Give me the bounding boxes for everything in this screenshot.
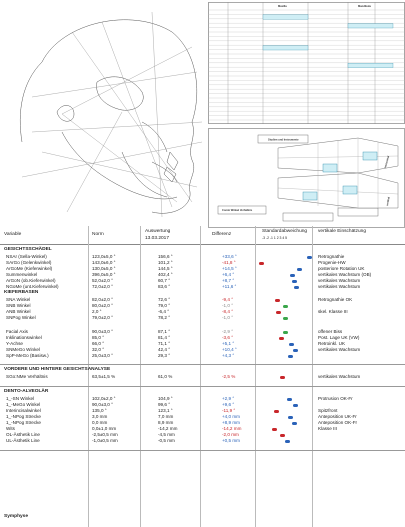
row-norm: 79,0±2,0 °: [92, 315, 113, 320]
row-variable: 1_-MeGo Winkel: [6, 402, 41, 407]
row-value: 60,7 °: [158, 278, 171, 283]
deviation-marker: [274, 410, 279, 413]
deviation-marker: [280, 376, 285, 379]
deviation-marker: [259, 262, 264, 265]
row-einschaetzung: vertikales Wachstum: [318, 284, 361, 289]
row-diff: -11,9 °: [222, 408, 236, 413]
deviation-marker: [285, 440, 290, 443]
deviation-marker: [283, 331, 288, 334]
row-variable: SNA Winkel: [6, 297, 31, 302]
row-norm: 63,5±1,5 %: [92, 374, 116, 379]
row-variable: NSAr (Sella-Winkel): [6, 254, 47, 259]
row-variable: 1_-NPog Strecke: [6, 414, 41, 419]
header-norm: Norm: [92, 232, 104, 237]
table-row: [0, 353, 405, 359]
table-row: [0, 315, 405, 321]
row-norm: 0,0 mm: [92, 420, 108, 425]
row-einschaetzung: vertikales Wachstum: [318, 347, 361, 352]
row-diff: +2,9 °: [222, 396, 235, 401]
row-diff: -2,0 mm: [222, 432, 239, 437]
row-einschaetzung: Retrognathie: [318, 254, 345, 259]
header-variable: Variable: [4, 232, 22, 237]
row-einschaetzung: skel. Klasse III: [318, 309, 348, 314]
row-value: 81,4 °: [158, 335, 171, 340]
row-diff: -3,6 °: [222, 335, 234, 340]
row-variable: SArGo (Gelenkwinkel): [6, 260, 52, 265]
deviation-marker: [294, 286, 299, 289]
row-variable: SNMeGo Winkel: [6, 347, 40, 352]
cephalometric-value-grid: [208, 2, 405, 124]
row-value: 72,6 °: [158, 297, 171, 302]
row-einschaetzung: Protrusion OK-Fr: [318, 396, 353, 401]
analysis-report: [0, 226, 405, 527]
wiggle-diagram: [208, 128, 405, 228]
row-einschaetzung: Klasse III: [318, 426, 337, 431]
row-value: 144,5 °: [158, 266, 173, 271]
row-norm: 72,0±2,0 °: [92, 284, 113, 289]
row-norm: -1,0±0,5 mm: [92, 438, 118, 443]
row-variable: ArGoMe (Kieferwinkel): [6, 266, 53, 271]
row-einschaetzung: vertikales Wachstum: [318, 278, 361, 283]
diagram-title: Studien und Instrumente: [268, 138, 299, 142]
section-title: VORDERE UND HINTERE GESICHTSANALYSE: [4, 367, 111, 372]
row-diff: +8,7 °: [222, 278, 235, 283]
deviation-marker: [293, 349, 298, 352]
deviation-marker: [288, 355, 293, 358]
row-variable: UL-Ästhetik Line: [6, 438, 40, 443]
row-variable: Interincisalwinkel: [6, 408, 41, 413]
row-variable: Summenwinkel: [6, 272, 38, 277]
row-norm: 82,0±2,0 °: [92, 297, 113, 302]
row-diff: -8,4 °: [222, 309, 234, 314]
row-value: 99,6 °: [158, 402, 171, 407]
deviation-marker: [307, 256, 312, 259]
row-diff: +14,5 °: [222, 266, 237, 271]
row-variable: ArGoN (ob.Kieferwinkel): [6, 278, 56, 283]
row-variable: OL-Ästhetik Line: [6, 432, 40, 437]
row-value: 78,2 °: [158, 315, 171, 320]
row-einschaetzung: posteriore Rotation UK: [318, 266, 365, 271]
row-norm: 52,0±2,0 °: [92, 278, 113, 283]
deviation-marker: [272, 428, 277, 431]
row-einschaetzung: vertikales Wachstum: [318, 374, 361, 379]
row-diff: +4,0 mm: [222, 414, 240, 419]
row-norm: 80,0±2,0 °: [92, 303, 113, 308]
row-diff: -2,5 %: [222, 374, 236, 379]
row-diff: -2,9 °: [222, 329, 234, 334]
row-value: 42,4 °: [158, 347, 171, 352]
row-diff: -14,2 mm: [222, 426, 242, 431]
deviation-marker: [297, 268, 302, 271]
row-diff: -41,8 °: [222, 260, 236, 265]
row-norm: -2,5±0,5 mm: [92, 432, 118, 437]
deviation-marker: [290, 274, 295, 277]
row-diff: +8,9 mm: [222, 420, 240, 425]
row-value: -4,5 mm: [158, 432, 175, 437]
row-einschaetzung: vertikales Wachstum (OB): [318, 272, 372, 277]
table-row: [0, 374, 405, 380]
deviation-marker: [289, 343, 294, 346]
deviation-marker: [283, 317, 288, 320]
row-diff: -1,0 °: [222, 315, 234, 320]
row-value: 156,6 °: [158, 254, 173, 259]
header-differenz: Differenz: [212, 232, 232, 237]
row-value: 7,0 mm: [158, 414, 174, 419]
row-norm: 3,0 mm: [92, 414, 108, 419]
row-norm: 90,0±3,0 °: [92, 329, 113, 334]
row-value: -0,5 mm: [158, 438, 175, 443]
row-value: 101,2 °: [158, 260, 173, 265]
row-variable: Inklinationswinkel: [6, 335, 42, 340]
row-diff: +4,3 °: [222, 353, 235, 358]
row-value: 8,9 mm: [158, 420, 174, 425]
deviation-marker: [283, 305, 288, 308]
row-norm: 135,0 °: [92, 408, 107, 413]
deviation-marker: [287, 398, 292, 401]
row-diff: +10,4 °: [222, 347, 237, 352]
row-variable: 1_-SN Winkel: [6, 396, 35, 401]
row-diff: +5,1 °: [222, 341, 235, 346]
row-variable: ANB Winkel: [6, 309, 31, 314]
row-value: 83,6 °: [158, 284, 171, 289]
row-variable: NGoMe (unt.Kieferwinkel): [6, 284, 59, 289]
row-diff: -1,0 °: [222, 303, 234, 308]
row-einschaetzung: Anteposition UK-Fr: [318, 414, 357, 419]
row-norm: 396,0±5,0 °: [92, 272, 116, 277]
row-norm: 123,0±5,0 °: [92, 254, 116, 259]
row-einschaetzung: Post. Lage UK (VW): [318, 335, 360, 340]
row-value: 402,4 °: [158, 272, 173, 277]
row-einschaetzung: Retrognathie OK: [318, 297, 353, 302]
report-header: [0, 226, 405, 245]
section-title: GESICHTSSCHÄDEL: [4, 247, 52, 252]
deviation-marker: [288, 416, 293, 419]
row-value: 104,9 °: [158, 396, 173, 401]
row-norm: 102,0±2,0 °: [92, 396, 116, 401]
row-diff: +6,4 °: [222, 272, 235, 277]
row-value: 71,1 °: [158, 341, 171, 346]
row-einschaetzung: Anteposition OK-Fr: [318, 420, 358, 425]
row-value: 123,1 °: [158, 408, 173, 413]
deviation-marker: [292, 422, 297, 425]
deviation-marker: [279, 337, 284, 340]
row-norm: 66,0 °: [92, 341, 105, 346]
row-norm: 25,0±3,0 °: [92, 353, 113, 358]
deviation-marker: [275, 299, 280, 302]
diagram-horizontal-label: horizontal: [384, 155, 391, 169]
deviation-marker: [293, 404, 298, 407]
deviation-marker: [276, 311, 281, 314]
row-einschaetzung: Retroinkl. UK: [318, 341, 346, 346]
header-date: 13.03.2017: [145, 236, 170, 241]
header-auswertung: Auswertung: [145, 229, 171, 234]
row-variable: SNPog Winkel: [6, 315, 36, 320]
grid-maxilla-label: Maxilla: [278, 5, 287, 8]
row-einschaetzung: offener Biss: [318, 329, 343, 334]
row-variable: Y-Achse: [6, 341, 23, 346]
grid-mandibula-label: Mandibula: [358, 5, 371, 8]
row-norm: 32,0 °: [92, 347, 105, 352]
row-variable: Facial Axis: [6, 329, 28, 334]
row-diff: +11,6 °: [222, 284, 237, 289]
row-diff: +33,6 °: [222, 254, 237, 259]
row-norm: 85,0 °: [92, 335, 105, 340]
row-norm: 90,0±3,0 °: [92, 402, 113, 407]
table-row: [0, 438, 405, 444]
row-norm: 130,0±5,0 °: [92, 266, 116, 271]
deviation-marker: [292, 280, 297, 283]
section-title: Symphyse: [4, 514, 28, 519]
section-title: KIEFERBASEN: [4, 290, 39, 295]
row-value: -14,2 mm: [158, 426, 178, 431]
deviation-marker: [280, 434, 285, 437]
row-value: 79,0 °: [158, 303, 171, 308]
header-einschaetzung: vertikale Einschätzung: [318, 229, 366, 234]
row-diff: +9,6 °: [222, 402, 235, 407]
row-variable: 1_-NPog Strecke: [6, 420, 41, 425]
row-norm: 143,0±6,0 °: [92, 260, 116, 265]
header-std-scale: -3 -2 -1 1 2 3 4 5: [262, 236, 288, 240]
row-norm: 0,0±1,0 mm: [92, 426, 117, 431]
row-einschaetzung: Progenie-HW: [318, 260, 346, 265]
row-norm: 2,0 °: [92, 309, 102, 314]
row-variable: Wits: [6, 426, 15, 431]
row-value: -6,4 °: [158, 309, 170, 314]
row-diff: +0,5 mm: [222, 438, 240, 443]
diagram-vertical-label: vertikal: [386, 196, 391, 207]
diagram-left-label: Comm Winkel Verhältnis: [222, 209, 253, 212]
row-variable: SGo:NMe Verhältnis: [6, 374, 48, 379]
header-standardabweichung: Standardabweichung: [262, 229, 308, 234]
row-variable: SpP-MeGo (Basisw.): [6, 353, 49, 358]
row-value: 61,0 %: [158, 374, 173, 379]
row-variable: SNB Winkel: [6, 303, 31, 308]
section-title: DENTO-ALVEOLÄR: [4, 389, 49, 394]
row-diff: -9,4 °: [222, 297, 234, 302]
row-value: 87,1 °: [158, 329, 171, 334]
cephalometric-tracing: [2, 2, 207, 224]
row-value: 29,3 °: [158, 353, 171, 358]
row-einschaetzung: Spitzfront: [318, 408, 338, 413]
table-row: [0, 284, 405, 290]
